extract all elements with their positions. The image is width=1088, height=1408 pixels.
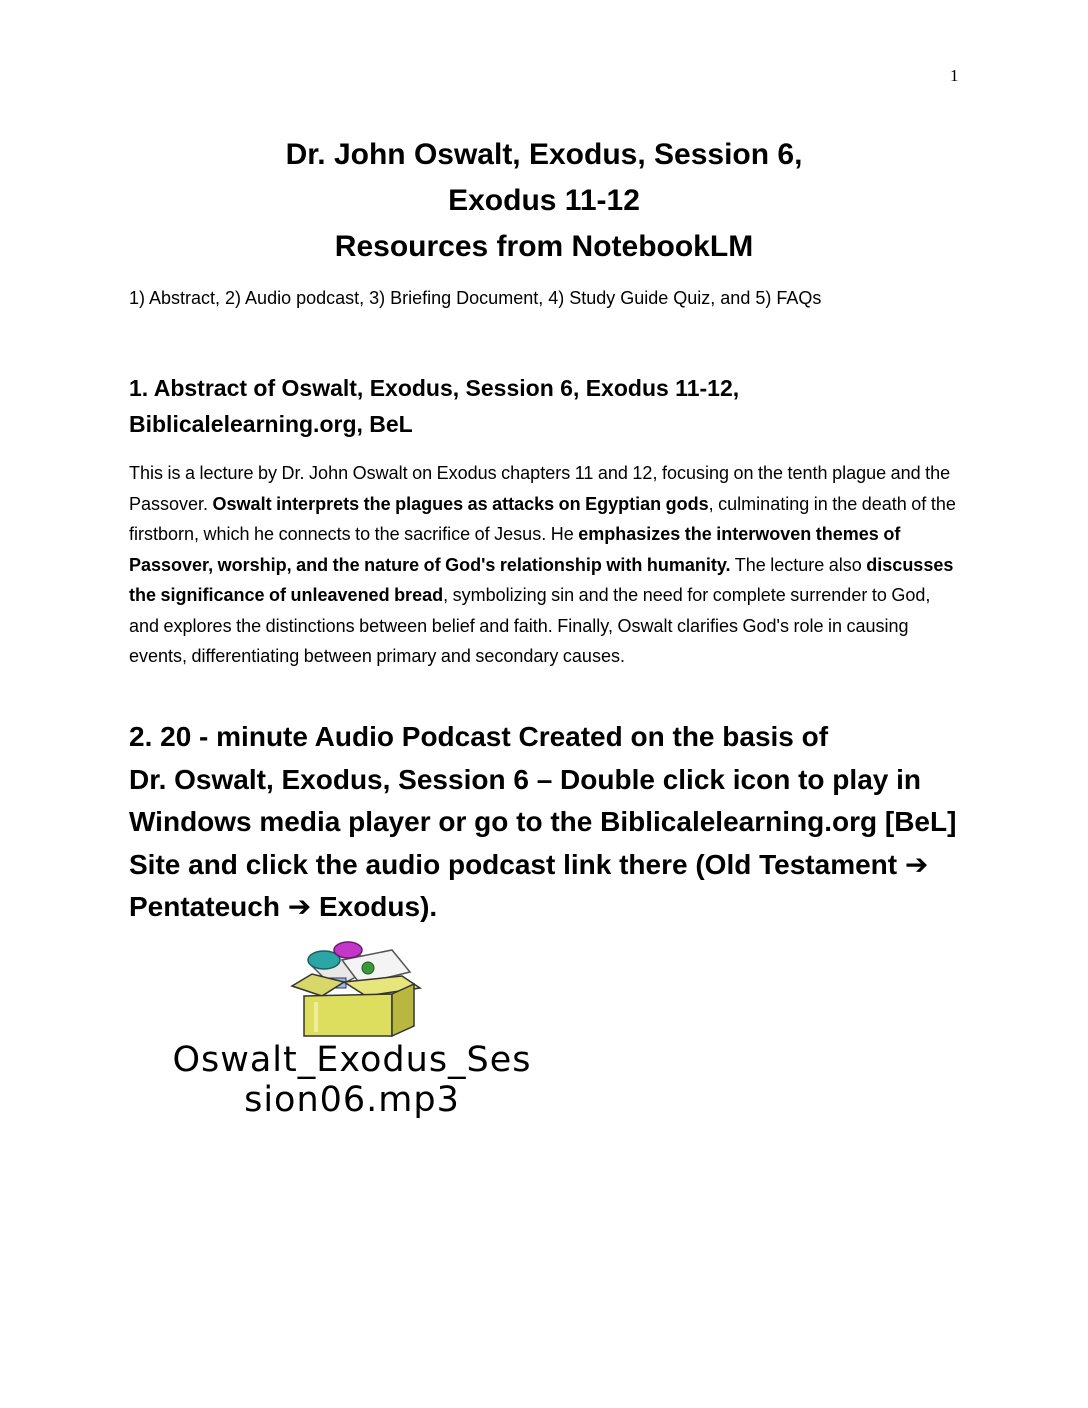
title-line-3: Resources from NotebookLM (334, 230, 754, 263)
section-2-line-4-text: Site and click the audio podcast link there (Old Testament (129, 848, 905, 880)
title-line-1: Dr. John Oswalt, Exodus, Session 6, (285, 138, 803, 171)
section-2-line-3: Windows media player or go to the Biblicalelearning.org [BeL] (129, 806, 957, 837)
media-caption-line-1: Oswalt_Exodus_Ses (172, 1040, 532, 1080)
section-1-heading-line-1: 1. Abstract of Oswalt, Exodus, Session 6, Exodus 11-12, (129, 375, 740, 401)
section-2-line-5 (129, 886, 1009, 929)
media-caption-line-2: sion06.mp3 (244, 1080, 460, 1120)
package-icon[interactable] (282, 938, 426, 1038)
section-2-heading (129, 716, 1009, 929)
abstract-bold-3: discusses the significance of unleavened bread (129, 554, 954, 605)
section-2-line-5-text-a: Pentateuch (129, 891, 288, 922)
section-2-line-2: Dr. Oswalt, Exodus, Session 6 – Double click icon to play in (129, 763, 921, 795)
abstract-text-4: , symbolizing sin and the need for complete surrender to God, and explores the distinctions between belief and faith. Finally, Oswalt clarifies God's role in causing events, differentiating between primary and secondary causes. (129, 585, 931, 666)
page-number: 1 (950, 66, 959, 85)
section-2-line-4 (129, 844, 1009, 887)
title-line-2: Exodus 11-12 (448, 184, 640, 217)
right-arrow-icon: ➔ (287, 890, 312, 923)
package-icon-graphic (282, 938, 426, 1038)
resources-list: 1) Abstract, 2) Audio podcast, 3) Briefing Document, 4) Study Guide Quiz, and 5) FAQs (129, 288, 822, 308)
section-2-line-1: 2. 20 - minute Audio Podcast Created on the basis of (129, 721, 829, 752)
section-1-heading (129, 370, 959, 442)
abstract-bold-2: emphasizes the interwoven themes of Passover, worship, and the nature of God's relationship with humanity. (129, 524, 901, 575)
section-1-heading-line-2: Biblicalelearning.org, BeL (129, 411, 413, 437)
document-title (0, 132, 1088, 270)
abstract-paragraph (129, 458, 959, 672)
abstract-text-3: The lecture also (730, 554, 867, 575)
abstract-text-1: This is a lecture by Dr. John Oswalt on Exodus chapters 11 and 12, focusing on the tenth plague and the Passover. (129, 463, 951, 514)
section-2-line-5-text-b: Exodus). (311, 891, 438, 922)
abstract-text-2: , culminating in the death of the firstborn, which he connects to the sacrifice of Jesus. He (129, 493, 956, 544)
right-arrow-icon: ➔ (904, 847, 929, 881)
abstract-bold-1: Oswalt interprets the plagues as attacks on Egyptian gods (212, 493, 709, 514)
media-file-caption[interactable] (120, 1040, 584, 1120)
